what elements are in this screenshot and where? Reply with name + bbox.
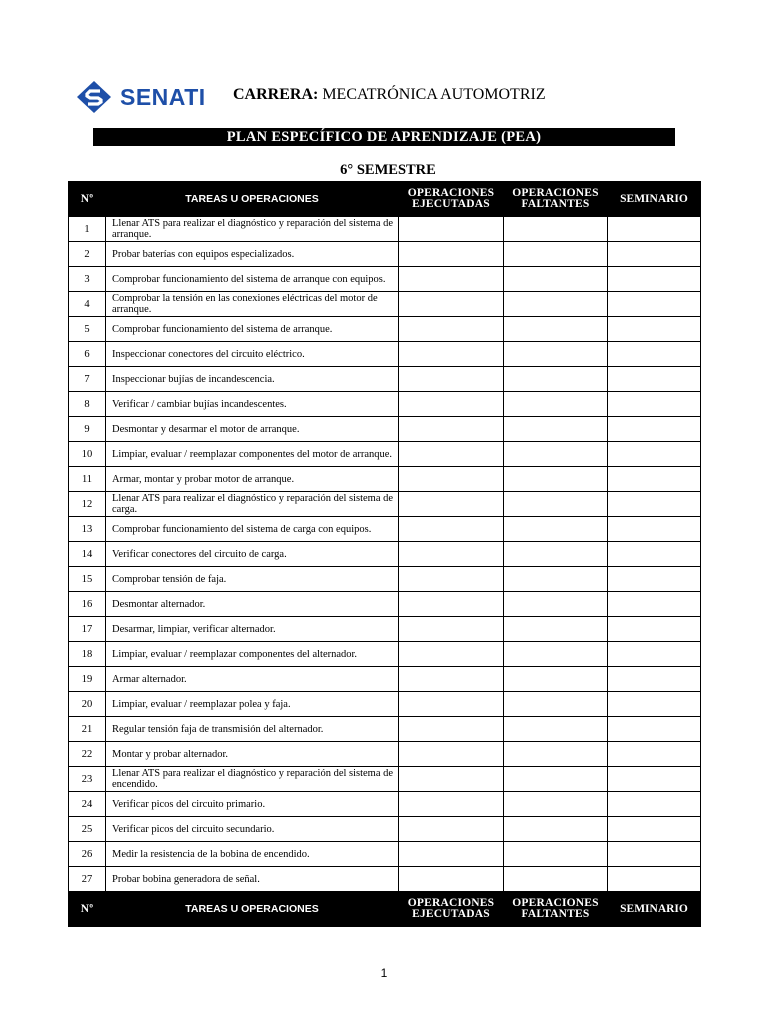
career-line bbox=[233, 86, 546, 104]
row-number: 8 bbox=[69, 392, 106, 417]
table-row bbox=[69, 717, 701, 742]
table-row bbox=[69, 692, 701, 717]
row-seminar-cell bbox=[608, 817, 701, 842]
row-task: Medir la resistencia de la bobina de encendido. bbox=[106, 842, 399, 867]
row-seminar-cell bbox=[608, 517, 701, 542]
row-missing-cell bbox=[504, 717, 608, 742]
row-executed-cell bbox=[399, 217, 504, 242]
row-task: Comprobar funcionamiento del sistema de carga con equipos. bbox=[106, 517, 399, 542]
table-header-row bbox=[69, 182, 701, 217]
row-seminar-cell bbox=[608, 667, 701, 692]
row-task: Verificar / cambiar bujías incandescentes. bbox=[106, 392, 399, 417]
row-seminar-cell bbox=[608, 292, 701, 317]
row-executed-cell bbox=[399, 617, 504, 642]
row-executed-cell bbox=[399, 667, 504, 692]
row-missing-cell bbox=[504, 642, 608, 667]
table-row bbox=[69, 617, 701, 642]
table-row bbox=[69, 767, 701, 792]
row-executed-cell bbox=[399, 767, 504, 792]
row-executed-cell bbox=[399, 442, 504, 467]
row-task: Comprobar la tensión en las conexiones eléctricas del motor de arranque. bbox=[106, 292, 399, 317]
row-number: 2 bbox=[69, 242, 106, 267]
row-task: Desmontar alternador. bbox=[106, 592, 399, 617]
header-tasks: TAREAS U OPERACIONES bbox=[106, 182, 399, 217]
table-row bbox=[69, 517, 701, 542]
row-executed-cell bbox=[399, 292, 504, 317]
table-row bbox=[69, 367, 701, 392]
row-task: Probar bobina generadora de señal. bbox=[106, 867, 399, 892]
row-number: 5 bbox=[69, 317, 106, 342]
row-seminar-cell bbox=[608, 867, 701, 892]
row-task: Inspeccionar conectores del circuito eléctrico. bbox=[106, 342, 399, 367]
row-task: Comprobar tensión de faja. bbox=[106, 567, 399, 592]
table-row bbox=[69, 392, 701, 417]
row-missing-cell bbox=[504, 317, 608, 342]
row-executed-cell bbox=[399, 317, 504, 342]
row-task: Llenar ATS para realizar el diagnóstico y reparación del sistema de arranque. bbox=[106, 217, 399, 242]
row-missing-cell bbox=[504, 442, 608, 467]
row-executed-cell bbox=[399, 542, 504, 567]
table-row bbox=[69, 442, 701, 467]
table-row bbox=[69, 667, 701, 692]
row-seminar-cell bbox=[608, 792, 701, 817]
row-seminar-cell bbox=[608, 367, 701, 392]
row-task: Armar alternador. bbox=[106, 667, 399, 692]
page-number: 1 bbox=[380, 966, 388, 980]
row-seminar-cell bbox=[608, 317, 701, 342]
table-row bbox=[69, 867, 701, 892]
row-missing-cell bbox=[504, 367, 608, 392]
row-executed-cell bbox=[399, 467, 504, 492]
table-row bbox=[69, 242, 701, 267]
row-executed-cell bbox=[399, 342, 504, 367]
row-task: Regular tensión faja de transmisión del alternador. bbox=[106, 717, 399, 742]
row-missing-cell bbox=[504, 667, 608, 692]
table-row bbox=[69, 492, 701, 517]
footer-seminar: SEMINARIO bbox=[608, 892, 701, 927]
row-missing-cell bbox=[504, 342, 608, 367]
row-number: 22 bbox=[69, 742, 106, 767]
row-task: Limpiar, evaluar / reemplazar componentes del motor de arranque. bbox=[106, 442, 399, 467]
row-number: 26 bbox=[69, 842, 106, 867]
footer-missing: OPERACIONES FALTANTES bbox=[504, 892, 608, 927]
row-task: Verificar picos del circuito primario. bbox=[106, 792, 399, 817]
row-seminar-cell bbox=[608, 742, 701, 767]
row-missing-cell bbox=[504, 767, 608, 792]
row-executed-cell bbox=[399, 242, 504, 267]
row-missing-cell bbox=[504, 842, 608, 867]
row-number: 1 bbox=[69, 217, 106, 242]
row-task: Verificar picos del circuito secundario. bbox=[106, 817, 399, 842]
row-seminar-cell bbox=[608, 692, 701, 717]
row-task: Desmontar y desarmar el motor de arranque. bbox=[106, 417, 399, 442]
row-task: Llenar ATS para realizar el diagnóstico y reparación del sistema de carga. bbox=[106, 492, 399, 517]
row-number: 24 bbox=[69, 792, 106, 817]
row-seminar-cell bbox=[608, 392, 701, 417]
row-number: 17 bbox=[69, 617, 106, 642]
table-row bbox=[69, 592, 701, 617]
row-seminar-cell bbox=[608, 417, 701, 442]
row-seminar-cell bbox=[608, 217, 701, 242]
row-seminar-cell bbox=[608, 342, 701, 367]
plan-title: PLAN ESPECÍFICO DE APRENDIZAJE (PEA) bbox=[93, 128, 675, 146]
row-task: Comprobar funcionamiento del sistema de arranque. bbox=[106, 317, 399, 342]
row-executed-cell bbox=[399, 492, 504, 517]
row-missing-cell bbox=[504, 392, 608, 417]
row-number: 4 bbox=[69, 292, 106, 317]
row-number: 15 bbox=[69, 567, 106, 592]
row-missing-cell bbox=[504, 217, 608, 242]
row-executed-cell bbox=[399, 642, 504, 667]
row-number: 14 bbox=[69, 542, 106, 567]
row-seminar-cell bbox=[608, 617, 701, 642]
row-number: 3 bbox=[69, 267, 106, 292]
row-task: Verificar conectores del circuito de carga. bbox=[106, 542, 399, 567]
table-row bbox=[69, 542, 701, 567]
row-missing-cell bbox=[504, 292, 608, 317]
row-number: 7 bbox=[69, 367, 106, 392]
row-number: 20 bbox=[69, 692, 106, 717]
row-number: 16 bbox=[69, 592, 106, 617]
table-row bbox=[69, 292, 701, 317]
row-missing-cell bbox=[504, 467, 608, 492]
row-number: 27 bbox=[69, 867, 106, 892]
row-number: 13 bbox=[69, 517, 106, 542]
row-missing-cell bbox=[504, 417, 608, 442]
row-executed-cell bbox=[399, 717, 504, 742]
table-footer-row bbox=[69, 892, 701, 927]
row-seminar-cell bbox=[608, 567, 701, 592]
row-missing-cell bbox=[504, 792, 608, 817]
row-seminar-cell bbox=[608, 242, 701, 267]
table-row bbox=[69, 417, 701, 442]
header-num: Nº bbox=[69, 182, 106, 217]
row-executed-cell bbox=[399, 842, 504, 867]
row-seminar-cell bbox=[608, 642, 701, 667]
row-executed-cell bbox=[399, 392, 504, 417]
row-task: Probar baterías con equipos especializados. bbox=[106, 242, 399, 267]
table-row bbox=[69, 567, 701, 592]
footer-num: Nº bbox=[69, 892, 106, 927]
table-row bbox=[69, 842, 701, 867]
row-missing-cell bbox=[504, 817, 608, 842]
row-seminar-cell bbox=[608, 267, 701, 292]
row-missing-cell bbox=[504, 567, 608, 592]
table-row bbox=[69, 467, 701, 492]
row-task: Armar, montar y probar motor de arranque. bbox=[106, 467, 399, 492]
semester-title bbox=[0, 162, 768, 179]
row-seminar-cell bbox=[608, 767, 701, 792]
table-row bbox=[69, 792, 701, 817]
row-missing-cell bbox=[504, 742, 608, 767]
row-executed-cell bbox=[399, 792, 504, 817]
logo-text: SENATI bbox=[120, 83, 206, 110]
row-executed-cell bbox=[399, 417, 504, 442]
career-label: CARRERA: bbox=[233, 86, 319, 103]
senati-logo bbox=[76, 80, 206, 114]
table-row bbox=[69, 642, 701, 667]
row-number: 10 bbox=[69, 442, 106, 467]
row-number: 11 bbox=[69, 467, 106, 492]
table-row bbox=[69, 267, 701, 292]
row-executed-cell bbox=[399, 742, 504, 767]
header-executed: OPERACIONES EJECUTADAS bbox=[399, 182, 504, 217]
row-task: Desarmar, limpiar, verificar alternador. bbox=[106, 617, 399, 642]
row-missing-cell bbox=[504, 492, 608, 517]
row-number: 25 bbox=[69, 817, 106, 842]
row-missing-cell bbox=[504, 867, 608, 892]
career-value: MECATRÓNICA AUTOMOTRIZ bbox=[322, 86, 546, 103]
row-task: Comprobar funcionamiento del sistema de arranque con equipos. bbox=[106, 267, 399, 292]
row-missing-cell bbox=[504, 242, 608, 267]
row-seminar-cell bbox=[608, 442, 701, 467]
row-number: 21 bbox=[69, 717, 106, 742]
row-executed-cell bbox=[399, 267, 504, 292]
table-row bbox=[69, 817, 701, 842]
row-missing-cell bbox=[504, 517, 608, 542]
row-number: 19 bbox=[69, 667, 106, 692]
row-seminar-cell bbox=[608, 467, 701, 492]
row-seminar-cell bbox=[608, 592, 701, 617]
row-executed-cell bbox=[399, 367, 504, 392]
row-task: Limpiar, evaluar / reemplazar componentes del alternador. bbox=[106, 642, 399, 667]
row-seminar-cell bbox=[608, 542, 701, 567]
table-row bbox=[69, 217, 701, 242]
row-missing-cell bbox=[504, 592, 608, 617]
header-missing: OPERACIONES FALTANTES bbox=[504, 182, 608, 217]
row-seminar-cell bbox=[608, 717, 701, 742]
semester-label: 6° SEMESTRE bbox=[340, 162, 436, 178]
table-row bbox=[69, 742, 701, 767]
row-number: 6 bbox=[69, 342, 106, 367]
row-number: 18 bbox=[69, 642, 106, 667]
row-missing-cell bbox=[504, 617, 608, 642]
header-seminar: SEMINARIO bbox=[608, 182, 701, 217]
row-executed-cell bbox=[399, 817, 504, 842]
row-executed-cell bbox=[399, 692, 504, 717]
row-task: Limpiar, evaluar / reemplazar polea y faja. bbox=[106, 692, 399, 717]
row-missing-cell bbox=[504, 542, 608, 567]
row-executed-cell bbox=[399, 517, 504, 542]
row-task: Montar y probar alternador. bbox=[106, 742, 399, 767]
row-executed-cell bbox=[399, 867, 504, 892]
senati-logo-icon bbox=[76, 80, 112, 114]
footer-executed: OPERACIONES EJECUTADAS bbox=[399, 892, 504, 927]
row-executed-cell bbox=[399, 592, 504, 617]
row-task: Llenar ATS para realizar el diagnóstico y reparación del sistema de encendido. bbox=[106, 767, 399, 792]
row-seminar-cell bbox=[608, 492, 701, 517]
row-number: 12 bbox=[69, 492, 106, 517]
table-row bbox=[69, 342, 701, 367]
row-number: 9 bbox=[69, 417, 106, 442]
pea-table bbox=[68, 181, 701, 927]
row-missing-cell bbox=[504, 267, 608, 292]
row-executed-cell bbox=[399, 567, 504, 592]
row-seminar-cell bbox=[608, 842, 701, 867]
table-row bbox=[69, 317, 701, 342]
row-task: Inspeccionar bujías de incandescencia. bbox=[106, 367, 399, 392]
footer-tasks: TAREAS U OPERACIONES bbox=[106, 892, 399, 927]
table-body bbox=[69, 217, 701, 892]
row-number: 23 bbox=[69, 767, 106, 792]
row-missing-cell bbox=[504, 692, 608, 717]
